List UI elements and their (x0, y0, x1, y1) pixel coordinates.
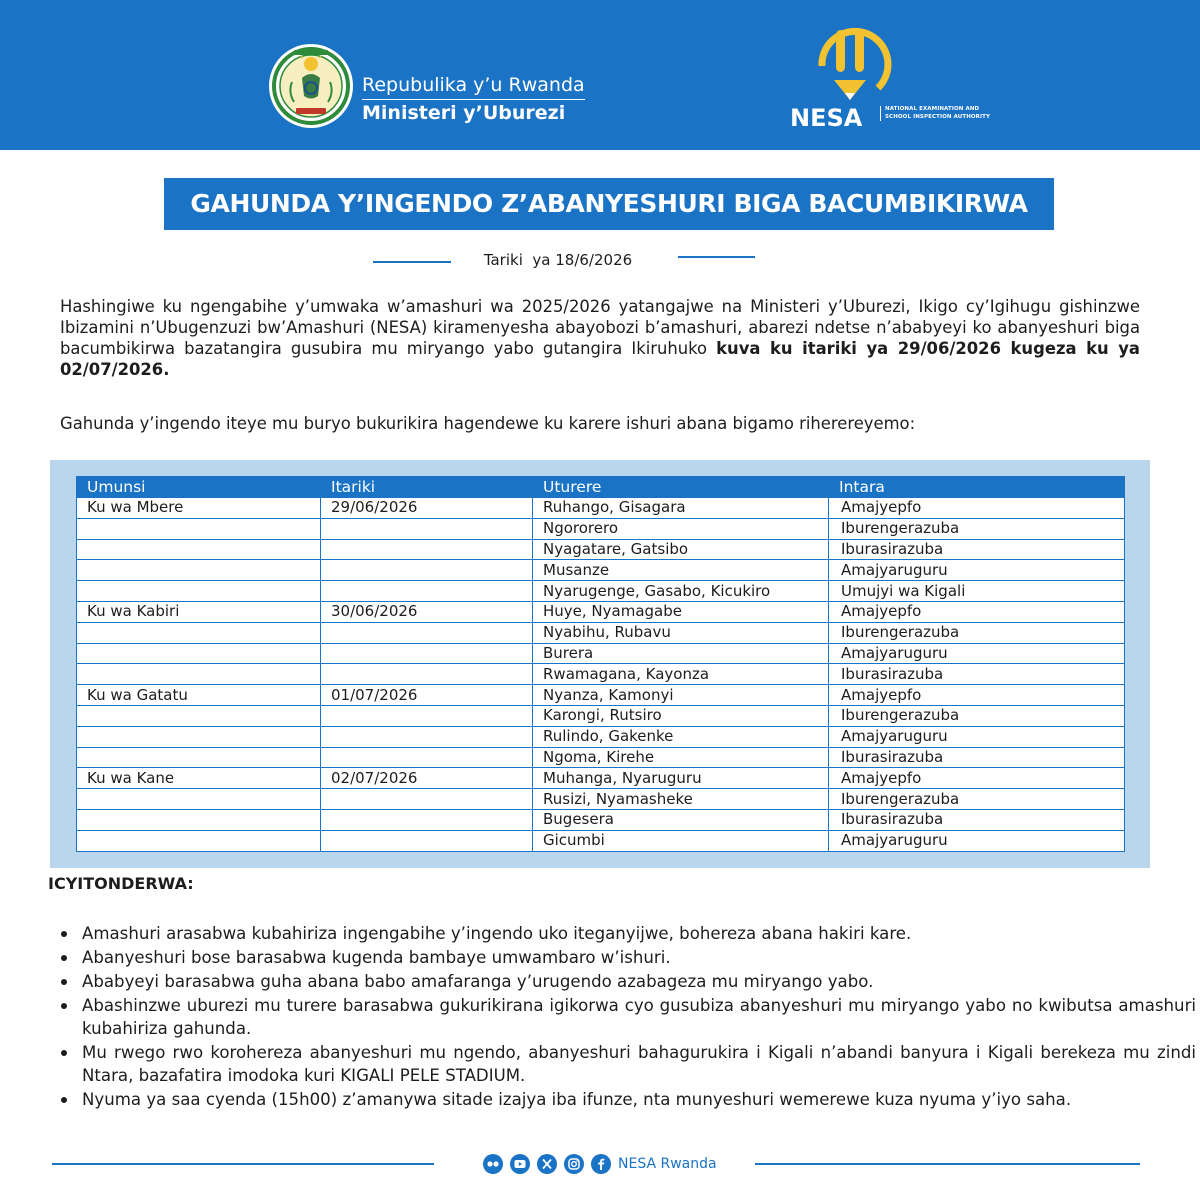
cell-districts: Rwamagana, Kayonza (533, 664, 829, 685)
cell-province: Iburengerazuba (829, 518, 1125, 539)
cell-province: Amajyepfo (829, 601, 1125, 622)
youtube-icon[interactable] (510, 1154, 530, 1174)
republic-name: Repubulika y’u Rwanda (362, 74, 585, 100)
page-header (0, 0, 1200, 150)
cell-districts: Nyagatare, Gatsibo (533, 539, 829, 560)
cell-day (77, 518, 321, 539)
cell-districts: Gicumbi (533, 830, 829, 851)
cell-province: Amajyepfo (829, 685, 1125, 706)
cell-date (321, 705, 533, 726)
cell-province: Iburasirazuba (829, 809, 1125, 830)
cell-districts: Ngororero (533, 518, 829, 539)
cell-province: Amajyaruguru (829, 830, 1125, 851)
cell-province: Iburengerazuba (829, 789, 1125, 810)
note-item: Abanyeshuri bose barasabwa kugenda bambaye umwambaro w’ishuri. (82, 946, 1196, 969)
header-districts: Uturere (533, 477, 829, 498)
footer-divider-left (52, 1163, 434, 1165)
cell-date (321, 518, 533, 539)
cell-districts: Bugesera (533, 809, 829, 830)
cell-districts: Nyabihu, Rubavu (533, 622, 829, 643)
cell-date (321, 726, 533, 747)
ministry-wordmark (362, 74, 585, 125)
table-row (77, 830, 1125, 851)
note-item: Abashinzwe uburezi mu turere barasabwa gukurikirana igikorwa cyo gusubiza abanyeshuri mu miryango yabo no kwibutsa amashuri kubahiriza gahunda. (82, 996, 1196, 1038)
cell-districts: Ruhango, Gisagara (533, 498, 829, 519)
cell-date: 29/06/2026 (321, 498, 533, 519)
cell-province: Iburengerazuba (829, 705, 1125, 726)
table-row (77, 601, 1125, 622)
cell-province: Amajyaruguru (829, 560, 1125, 581)
cell-date (321, 747, 533, 768)
cell-day (77, 664, 321, 685)
table-row (77, 518, 1125, 539)
cell-province: Iburengerazuba (829, 622, 1125, 643)
cell-day (77, 539, 321, 560)
table-row (77, 747, 1125, 768)
rwanda-seal-icon (268, 40, 354, 132)
cell-day (77, 747, 321, 768)
document-date: Tariki ya 18/6/2026 (483, 251, 633, 269)
table-row (77, 622, 1125, 643)
footer-divider-right (755, 1163, 1140, 1165)
cell-province: Iburasirazuba (829, 664, 1125, 685)
header-date: Itariki (321, 477, 533, 498)
cell-day (77, 705, 321, 726)
cell-day (77, 809, 321, 830)
cell-date (321, 581, 533, 602)
note-item: Nyuma ya saa cyenda (15h00) z’amanywa sitade izajya iba ifunze, nta munyeshuri wemerewe kuza nyuma y’iyo saha. (82, 1088, 1196, 1111)
cell-province: Amajyepfo (829, 498, 1125, 519)
cell-day: Ku wa Kane (77, 768, 321, 789)
cell-date (321, 830, 533, 851)
cell-date (321, 643, 533, 664)
table-header-row (77, 477, 1125, 498)
cell-day (77, 622, 321, 643)
cell-day (77, 560, 321, 581)
social-handle[interactable]: NESA Rwanda (618, 1156, 717, 1172)
date-divider-right (678, 256, 755, 258)
table-row (77, 789, 1125, 810)
nesa-fullname: NATIONAL EXAMINATION AND SCHOOL INSPECTION AUTHORITY (880, 106, 995, 121)
ministry-name: Ministeri y’Uburezi (362, 102, 566, 124)
intro-paragraph (60, 296, 1140, 380)
table-row (77, 664, 1125, 685)
flickr-icon[interactable] (483, 1154, 503, 1174)
cell-districts: Muhanga, Nyaruguru (533, 768, 829, 789)
cell-date: 30/06/2026 (321, 601, 533, 622)
table-row (77, 581, 1125, 602)
table-row (77, 705, 1125, 726)
note-item: Ababyeyi barasabwa guha abana babo amafaranga y’urugendo azabageza mu miryango yabo. (82, 970, 1196, 993)
cell-date: 02/07/2026 (321, 768, 533, 789)
cell-day: Ku wa Gatatu (77, 685, 321, 706)
cell-province: Iburasirazuba (829, 747, 1125, 768)
page-title: GAHUNDA Y’INGENDO Z’ABANYESHURI BIGA BACUMBIKIRWA (164, 178, 1054, 230)
table-row (77, 560, 1125, 581)
cell-province: Amajyepfo (829, 768, 1125, 789)
cell-date (321, 664, 533, 685)
cell-districts: Burera (533, 643, 829, 664)
cell-districts: Nyanza, Kamonyi (533, 685, 829, 706)
cell-date (321, 789, 533, 810)
cell-date (321, 560, 533, 581)
x-icon[interactable] (537, 1154, 557, 1174)
header-province: Intara (829, 477, 1125, 498)
cell-districts: Rusizi, Nyamasheke (533, 789, 829, 810)
cell-districts: Nyarugenge, Gasabo, Kicukiro (533, 581, 829, 602)
table-row (77, 498, 1125, 519)
table-row (77, 643, 1125, 664)
notes-list (54, 922, 1196, 1112)
note-item: Mu rwego rwo korohereza abanyeshuri mu ngendo, abanyeshuri bahagurukira i Kigali n’abandi banyura i Kigali berekeza mu zindi Ntara, bazafatira imodoka kuri KIGALI PELE STADIUM. (82, 1043, 1196, 1085)
table-row (77, 726, 1125, 747)
cell-day (77, 726, 321, 747)
cell-day: Ku wa Kabiri (77, 601, 321, 622)
cell-province: Amajyaruguru (829, 726, 1125, 747)
table-row (77, 685, 1125, 706)
header-day: Umunsi (77, 477, 321, 498)
cell-date (321, 622, 533, 643)
schedule-table (76, 476, 1125, 852)
cell-day: Ku wa Mbere (77, 498, 321, 519)
cell-province: Iburasirazuba (829, 539, 1125, 560)
facebook-icon[interactable] (591, 1154, 611, 1174)
cell-date: 01/07/2026 (321, 685, 533, 706)
cell-date (321, 539, 533, 560)
nesa-wordmark: NESA (790, 104, 863, 132)
schedule-lead: Gahunda y’ingendo iteye mu buryo bukurikira hagendewe ku karere ishuri abana bigamo riherereyemo: (60, 414, 916, 433)
table-row (77, 539, 1125, 560)
cell-day (77, 830, 321, 851)
table-row (77, 809, 1125, 830)
cell-day (77, 581, 321, 602)
date-divider-left (373, 261, 451, 263)
intro-dates: kuva ku itariki ya 29/06/2026 kugeza ku ya 02/07/2026. (60, 339, 1140, 379)
cell-province: Amajyaruguru (829, 643, 1125, 664)
instagram-icon[interactable] (564, 1154, 584, 1174)
cell-date (321, 809, 533, 830)
cell-districts: Musanze (533, 560, 829, 581)
cell-day (77, 643, 321, 664)
notes-heading: ICYITONDERWA: (48, 874, 194, 893)
cell-day (77, 789, 321, 810)
cell-districts: Ngoma, Kirehe (533, 747, 829, 768)
note-item: Amashuri arasabwa kubahiriza ingengabihe y’ingendo uko iteganyijwe, bohereza abana hakiri kare. (82, 922, 1196, 945)
schedule-rows (77, 498, 1125, 852)
cell-districts: Huye, Nyamagabe (533, 601, 829, 622)
cell-districts: Karongi, Rutsiro (533, 705, 829, 726)
cell-districts: Rulindo, Gakenke (533, 726, 829, 747)
intro-text: Hashingiwe ku ngengabihe y’umwaka w’amashuri wa 2025/2026 yatangajwe na Ministeri y’Uburezi, Ikigo cy’Igihugu gishinzwe Ibizamini n’Ubugenzuzi bw’Amashuri (NESA) kiramenyesha abayobozi b’amashuri, abarezi ndetse n’ababyeyi ko abanyeshuri biga bacumbikirwa bazatangira gusubira mu miryango yabo gutangira Ikiruhuko (60, 297, 1140, 358)
table-row (77, 768, 1125, 789)
cell-province: Umujyi wa Kigali (829, 581, 1125, 602)
